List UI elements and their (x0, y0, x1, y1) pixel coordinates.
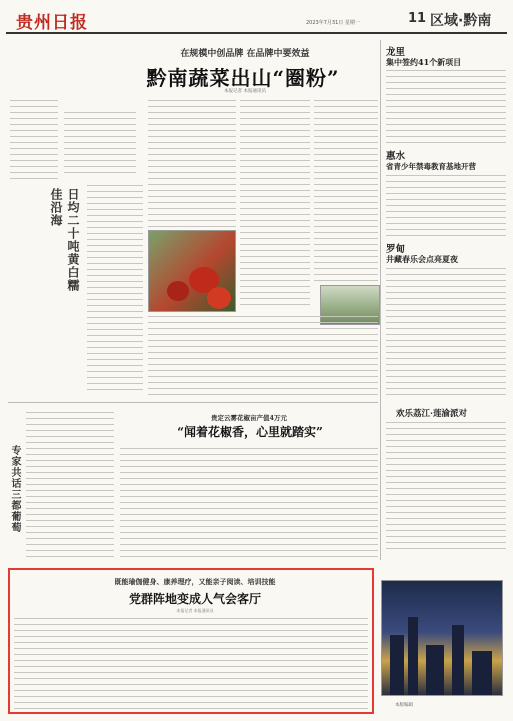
section-divider (8, 402, 378, 403)
lead-headline: 黔南蔬菜出山“圈粉” (146, 66, 340, 90)
masthead (6, 6, 507, 34)
right-item-3-title: 罗甸 (386, 244, 406, 255)
grape-story-vertical-headline: 专家共话三都葡萄 (9, 445, 20, 533)
lead-byline: 本报记者 本报通讯员 (224, 89, 266, 94)
lead-summary-text (64, 112, 136, 176)
lead-body-col2 (240, 100, 310, 310)
grape-story-text (26, 412, 114, 562)
section-name: 区域·黔南 (430, 13, 492, 29)
newspaper-logo: 贵州日报 (16, 13, 88, 33)
issue-date: 2023年7月31日 星期一 (306, 20, 360, 26)
right-item-1-title: 龙里 (386, 47, 406, 58)
mid-kicker: 贵定云雾花椒亩产值4万元 (210, 414, 288, 422)
right-item-3-text (386, 268, 506, 398)
right-item-3-subtitle: 井藏春乐会点亮夏夜 (386, 254, 458, 264)
highlighted-headline: 党群阵地变成人气会客厅 (128, 592, 261, 606)
right-item-2-text (386, 175, 506, 237)
right-item-1-text (386, 70, 506, 144)
lead-body-col1 (148, 100, 236, 228)
lead-body-bottom (148, 316, 378, 396)
right-item-2-subtitle: 省青少年禁毒教育基地开营 (386, 162, 476, 171)
left-column-text (10, 100, 58, 180)
highlighted-byline: 本报记者 本报通讯员 (176, 608, 214, 613)
lead-body-col3 (314, 100, 378, 282)
city-night-photo (381, 580, 503, 696)
right-item-4-text (386, 422, 506, 554)
column-divider (380, 40, 381, 560)
highlighted-body-text (14, 618, 368, 710)
side-story-text (87, 185, 143, 395)
right-item-1-subtitle: 集中签约41个新项目 (386, 57, 462, 67)
pepper-photo (148, 230, 236, 312)
page-number: 11 (408, 11, 427, 26)
highlighted-kicker: 既能瑜伽健身、康养理疗，又能亲子阅读、培训技能 (114, 577, 276, 586)
right-item-2-title: 惠水 (386, 151, 406, 162)
side-story-vertical-headline: 日均二十吨黄白糯佳沿海 (49, 188, 80, 292)
mid-headline: “闻着花椒香，心里就踏实” (177, 425, 323, 439)
right-item-4-title: 欢乐荔江·莲渝派对 (396, 409, 467, 419)
lead-kicker: 在规模中创品牌 在品牌中要效益 (180, 49, 310, 59)
page-footer: 本版编辑 (395, 703, 413, 708)
mid-body-text (120, 448, 378, 558)
